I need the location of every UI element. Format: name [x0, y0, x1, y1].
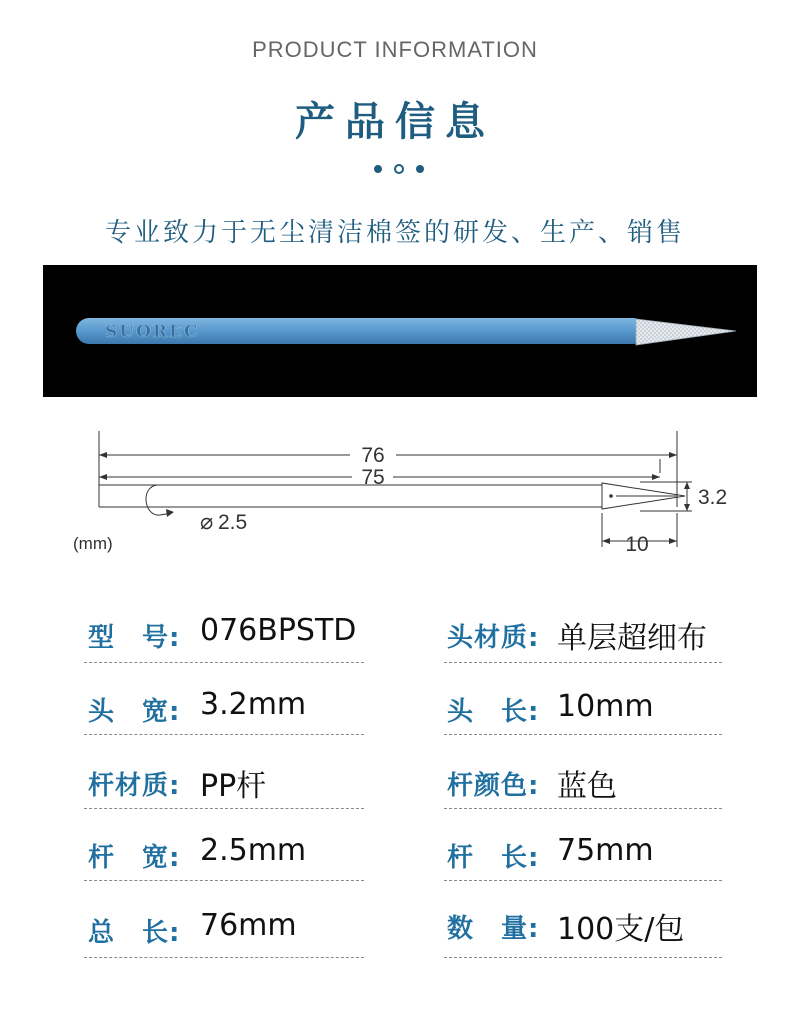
spec-value-head-material: 单层超细布	[557, 621, 707, 656]
dim-head-length: 10	[625, 533, 649, 556]
decorative-dots	[372, 163, 432, 175]
dim-total-length: 76	[361, 444, 385, 467]
spec-label-head-length: 头 长:	[447, 697, 540, 727]
spec-label-head-width: 头 宽:	[88, 697, 181, 727]
spec-label-shaft-material: 杆材质:	[88, 771, 181, 801]
unit-label: (mm)	[73, 534, 113, 553]
spec-label-quantity: 数 量:	[447, 914, 540, 944]
dot-icon	[416, 165, 424, 173]
row-divider	[84, 808, 364, 809]
spec-value-shaft-width: 2.5mm	[200, 833, 307, 868]
spec-label-shaft-length: 杆 长:	[447, 843, 540, 873]
spec-label-shaft-color: 杆颜色:	[447, 771, 540, 801]
row-divider	[84, 662, 364, 663]
row-divider	[444, 734, 722, 735]
eyebrow-text: PRODUCT INFORMATION	[252, 37, 538, 62]
spec-value-shaft-color: 蓝色	[557, 769, 617, 804]
spec-value-head-width: 3.2mm	[200, 687, 307, 722]
row-divider	[84, 734, 364, 735]
dimension-svg	[60, 425, 750, 565]
spec-value-head-length: 10mm	[557, 689, 654, 724]
swab-head	[636, 319, 736, 345]
spec-value-model: 076BPSTD	[200, 613, 357, 648]
dot-icon	[374, 165, 382, 173]
spec-label-shaft-width: 杆 宽:	[88, 843, 181, 873]
product-photo	[43, 265, 757, 397]
row-divider	[84, 957, 364, 958]
row-divider	[444, 662, 722, 663]
spec-value-quantity: 100支/包	[557, 912, 685, 947]
spec-value-total-length: 76mm	[200, 908, 297, 943]
brand-imprint: SUOREC	[105, 322, 200, 342]
diameter-symbol-icon: ⌀	[200, 509, 214, 534]
row-divider	[444, 808, 722, 809]
swab-photo-graphic	[43, 265, 757, 397]
tagline: 专业致力于无尘清洁棉签的研发、生产、销售	[104, 218, 685, 248]
row-divider	[444, 957, 722, 958]
spec-label-head-material: 头材质:	[447, 623, 540, 653]
spec-value-shaft-material: PP杆	[200, 769, 267, 804]
hollow-dot-icon	[394, 164, 404, 174]
spec-label-model: 型 号:	[88, 623, 181, 653]
dim-shaft-length: 75	[361, 466, 385, 489]
spec-label-total-length: 总 长:	[88, 918, 181, 948]
page-title: 产品信息	[295, 99, 495, 145]
spec-value-shaft-length: 75mm	[557, 833, 654, 868]
dim-diameter: 2.5	[218, 511, 248, 534]
dimension-drawing	[60, 425, 750, 565]
row-divider	[84, 880, 364, 881]
dim-head-width: 3.2	[698, 486, 728, 509]
row-divider	[444, 880, 722, 881]
